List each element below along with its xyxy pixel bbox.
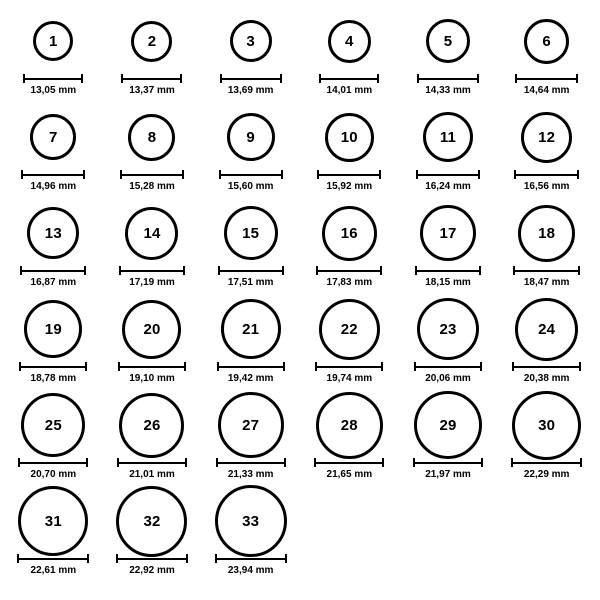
ring-size-label: 9: [246, 128, 255, 146]
diameter-text: 20,06 mm: [425, 373, 471, 384]
diameter-text: 16,87 mm: [30, 277, 77, 288]
diameter-text: 18,47 mm: [523, 277, 570, 288]
diameter-text: 17,83 mm: [326, 277, 373, 288]
measure-bar: [414, 362, 482, 371]
ring-circle: [119, 393, 184, 458]
diameter-text: 16,56 mm: [523, 181, 570, 192]
measure-tick-left: [415, 266, 417, 275]
ring-circle: [515, 298, 578, 361]
measure-tick-right: [280, 74, 282, 83]
measure-bar: [18, 458, 88, 467]
ring-circle-wrap: [227, 106, 275, 168]
measure-line: [319, 78, 379, 80]
measure-bar: [315, 362, 383, 371]
measure-line: [415, 270, 481, 272]
measure-line: [21, 174, 85, 176]
measure-tick-left: [216, 458, 218, 467]
ring-size-cell[interactable]: [4, 394, 103, 490]
ring-size-label: 4: [345, 32, 354, 50]
measure-bar: [511, 458, 582, 467]
ring-circle: [414, 391, 482, 459]
measure-tick-left: [117, 458, 119, 467]
measure-tick-left: [218, 266, 220, 275]
measure-line: [218, 270, 284, 272]
measure-tick-left: [17, 554, 19, 563]
measure-tick-right: [480, 362, 482, 371]
measure-tick-right: [283, 362, 285, 371]
measure-tick-right: [282, 266, 284, 275]
measure-bar: [216, 458, 286, 467]
measure-line: [515, 78, 578, 80]
ring-size-label: 13: [44, 224, 62, 242]
measure-tick-left: [23, 74, 25, 83]
ring-size-cell[interactable]: [4, 202, 103, 298]
ring-circle: [215, 485, 287, 557]
ring-size-label: 22: [340, 320, 358, 338]
measure-tick-left: [21, 170, 23, 179]
diameter-text: 14,64 mm: [523, 85, 570, 96]
ring-circle-wrap: [218, 394, 284, 456]
measure-tick-left: [319, 74, 321, 83]
diameter-text: 17,51 mm: [227, 277, 274, 288]
ring-size-label: 26: [143, 416, 161, 434]
measure-bar: [21, 170, 85, 179]
ring-circle-wrap: [125, 202, 178, 264]
ring-circle: [316, 392, 383, 459]
measure-bar: [121, 74, 182, 83]
diameter-text: 14,01 mm: [326, 85, 373, 96]
measure-line: [511, 462, 582, 464]
ring-size-cell[interactable]: [201, 10, 300, 106]
ring-size-cell[interactable]: [103, 490, 202, 586]
measure-tick-left: [217, 362, 219, 371]
measure-tick-right: [478, 170, 480, 179]
measure-tick-right: [180, 74, 182, 83]
ring-circle-wrap: [512, 394, 581, 456]
diameter-text: 21,01 mm: [129, 469, 175, 480]
measure-tick-right: [86, 458, 88, 467]
measure-bar: [120, 170, 184, 179]
ring-circle-wrap: [30, 106, 76, 168]
ring-size-label: 3: [246, 32, 255, 50]
ring-size-cell[interactable]: [4, 106, 103, 202]
measure-tick-left: [413, 458, 415, 467]
diameter-text: 20,38 mm: [523, 373, 570, 384]
ring-size-cell[interactable]: [103, 298, 202, 394]
ring-size-label: 19: [44, 320, 62, 338]
ring-circle-wrap: [420, 202, 476, 264]
measure-tick-left: [215, 554, 217, 563]
measure-bar: [416, 170, 480, 179]
measure-tick-right: [285, 554, 287, 563]
diameter-text: 17,19 mm: [129, 277, 175, 288]
measure-tick-left: [417, 74, 419, 83]
measure-bar: [413, 458, 483, 467]
ring-circle: [131, 21, 172, 62]
ring-size-label: 20: [143, 320, 161, 338]
measure-tick-left: [512, 362, 514, 371]
measure-line: [20, 270, 86, 272]
measure-line: [121, 78, 182, 80]
ring-circle: [218, 392, 284, 458]
measure-line: [23, 78, 83, 80]
measure-tick-left: [416, 170, 418, 179]
measure-line: [116, 558, 188, 560]
measure-tick-left: [316, 266, 318, 275]
measure-line: [513, 270, 580, 272]
ring-size-cell[interactable]: [497, 106, 596, 202]
measure-tick-right: [477, 74, 479, 83]
measure-bar: [116, 554, 188, 563]
measure-tick-right: [481, 458, 483, 467]
ring-circle: [122, 300, 181, 359]
measure-bar: [215, 554, 287, 563]
measure-tick-left: [515, 74, 517, 83]
measure-tick-right: [84, 266, 86, 275]
measure-tick-left: [513, 266, 515, 275]
measure-bar: [118, 362, 186, 371]
diameter-text: 22,92 mm: [129, 565, 175, 576]
ring-circle: [319, 299, 380, 360]
diameter-text: 18,78 mm: [30, 373, 77, 384]
ring-size-cell[interactable]: [300, 202, 399, 298]
measure-bar: [20, 266, 86, 275]
measure-tick-right: [580, 458, 582, 467]
ring-circle: [423, 112, 473, 162]
ring-size-label: 23: [439, 320, 457, 338]
measure-bar: [319, 74, 379, 83]
ring-size-cell[interactable]: [103, 394, 202, 490]
ring-size-cell[interactable]: [300, 298, 399, 394]
measure-line: [416, 174, 480, 176]
measure-tick-right: [281, 170, 283, 179]
measure-tick-left: [116, 554, 118, 563]
diameter-text: 21,65 mm: [326, 469, 373, 480]
measure-tick-left: [19, 362, 21, 371]
ring-circle-wrap: [414, 394, 482, 456]
measure-line: [414, 366, 482, 368]
ring-circle: [227, 113, 275, 161]
ring-size-label: 31: [44, 512, 62, 530]
measure-tick-right: [382, 458, 384, 467]
measure-line: [18, 462, 88, 464]
measure-tick-right: [577, 170, 579, 179]
ring-circle: [27, 207, 79, 259]
ring-circle: [30, 114, 76, 160]
ring-circle-wrap: [18, 490, 88, 552]
measure-tick-right: [578, 266, 580, 275]
diameter-text: 19,74 mm: [326, 373, 373, 384]
measure-tick-left: [121, 74, 123, 83]
ring-size-cell[interactable]: [399, 202, 498, 298]
ring-circle-wrap: [322, 202, 377, 264]
measure-bar: [514, 170, 579, 179]
diameter-text: 19,42 mm: [227, 373, 274, 384]
ring-size-cell[interactable]: [399, 394, 498, 490]
ring-circle-wrap: [224, 202, 278, 264]
measure-bar: [117, 458, 187, 467]
measure-tick-left: [514, 170, 516, 179]
measure-tick-left: [219, 170, 221, 179]
ring-circle: [328, 20, 371, 63]
ring-size-cell[interactable]: [399, 298, 498, 394]
ring-size-cell[interactable]: [399, 10, 498, 106]
ring-size-label: 27: [242, 416, 260, 434]
ring-size-label: 7: [49, 128, 58, 146]
ring-size-cell[interactable]: [201, 202, 300, 298]
ring-circle-wrap: [27, 202, 79, 264]
measure-line: [315, 366, 383, 368]
diameter-text: 23,94 mm: [227, 565, 274, 576]
ring-circle-wrap: [325, 106, 374, 168]
ring-circle: [518, 205, 575, 262]
ring-circle-wrap: [215, 490, 287, 552]
measure-tick-left: [315, 362, 317, 371]
measure-bar: [19, 362, 87, 371]
measure-tick-right: [87, 554, 89, 563]
ring-circle-wrap: [131, 10, 172, 72]
ring-circle: [21, 393, 85, 457]
diameter-text: 14,96 mm: [30, 181, 77, 192]
measure-line: [217, 366, 285, 368]
measure-bar: [218, 266, 284, 275]
measure-tick-right: [379, 170, 381, 179]
ring-circle: [221, 299, 281, 359]
measure-tick-right: [479, 266, 481, 275]
ring-size-cell[interactable]: [4, 298, 103, 394]
measure-bar: [417, 74, 479, 83]
ring-size-grid: [4, 10, 596, 586]
diameter-text: 15,60 mm: [227, 181, 274, 192]
measure-tick-left: [317, 170, 319, 179]
measure-tick-right: [85, 362, 87, 371]
ring-circle: [224, 206, 278, 260]
ring-size-cell[interactable]: [399, 106, 498, 202]
measure-bar: [23, 74, 83, 83]
measure-tick-right: [182, 170, 184, 179]
measure-bar: [415, 266, 481, 275]
measure-line: [120, 174, 184, 176]
ring-circle-wrap: [122, 298, 181, 360]
ring-size-label: 11: [439, 128, 457, 146]
ring-circle-wrap: [319, 298, 380, 360]
ring-circle: [512, 391, 581, 460]
measure-tick-right: [186, 554, 188, 563]
ring-size-label: 1: [49, 32, 58, 50]
ring-size-label: 10: [340, 128, 358, 146]
diameter-text: 16,24 mm: [425, 181, 471, 192]
measure-line: [512, 366, 581, 368]
measure-line: [216, 462, 286, 464]
ring-size-label: 32: [143, 512, 161, 530]
ring-circle: [18, 486, 88, 556]
measure-tick-right: [576, 74, 578, 83]
diameter-text: 22,29 mm: [523, 469, 570, 480]
diameter-text: 21,97 mm: [425, 469, 471, 480]
ring-circle: [33, 21, 73, 61]
ring-size-label: 8: [147, 128, 157, 146]
diameter-text: 15,28 mm: [129, 181, 175, 192]
ring-circle-wrap: [24, 298, 82, 360]
ring-size-label: 15: [242, 224, 260, 242]
measure-tick-right: [380, 266, 382, 275]
ring-size-cell[interactable]: [497, 10, 596, 106]
measure-bar: [17, 554, 89, 563]
ring-circle-wrap: [423, 106, 473, 168]
ring-circle-wrap: [328, 10, 371, 72]
ring-circle-wrap: [417, 298, 479, 360]
measure-tick-left: [120, 170, 122, 179]
ring-circle-wrap: [230, 10, 272, 72]
ring-circle-wrap: [316, 394, 383, 456]
measure-line: [19, 366, 87, 368]
measure-tick-right: [579, 362, 581, 371]
measure-bar: [513, 266, 580, 275]
measure-tick-left: [220, 74, 222, 83]
ring-circle-wrap: [21, 394, 85, 456]
ring-circle: [116, 486, 187, 557]
ring-circle-wrap: [33, 10, 73, 72]
ring-size-cell[interactable]: [4, 490, 103, 586]
diameter-text: 18,15 mm: [425, 277, 471, 288]
ring-circle: [125, 207, 178, 260]
measure-line: [413, 462, 483, 464]
ring-size-label: 25: [44, 416, 62, 434]
diameter-text: 19,10 mm: [129, 373, 175, 384]
measure-bar: [119, 266, 185, 275]
diameter-text: 20,70 mm: [30, 469, 77, 480]
measure-line: [117, 462, 187, 464]
ring-circle-wrap: [119, 394, 184, 456]
ring-size-label: 2: [147, 32, 157, 50]
ring-size-label: 17: [439, 224, 457, 242]
diameter-text: 15,92 mm: [326, 181, 373, 192]
ring-size-label: 5: [443, 32, 453, 50]
ring-size-label: 12: [538, 128, 556, 146]
ring-circle: [426, 19, 470, 63]
measure-tick-right: [381, 362, 383, 371]
ring-size-label: 29: [439, 416, 457, 434]
measure-bar: [317, 170, 381, 179]
measure-line: [417, 78, 479, 80]
ring-circle-wrap: [221, 298, 281, 360]
measure-tick-left: [414, 362, 416, 371]
ring-circle: [322, 206, 377, 261]
ring-circle-wrap: [116, 490, 187, 552]
ring-size-cell[interactable]: [497, 394, 596, 490]
measure-tick-left: [511, 458, 513, 467]
ring-size-cell[interactable]: [103, 106, 202, 202]
ring-size-cell[interactable]: [497, 298, 596, 394]
measure-bar: [512, 362, 581, 371]
measure-tick-left: [118, 362, 120, 371]
ring-size-label: 14: [143, 224, 161, 242]
measure-tick-left: [119, 266, 121, 275]
ring-size-label: 24: [538, 320, 556, 338]
ring-circle: [325, 113, 374, 162]
diameter-text: 13,69 mm: [227, 85, 274, 96]
ring-size-cell[interactable]: [4, 10, 103, 106]
measure-tick-left: [314, 458, 316, 467]
ring-circle-wrap: [426, 10, 470, 72]
ring-circle: [128, 114, 175, 161]
ring-circle: [230, 20, 272, 62]
measure-line: [220, 78, 282, 80]
ring-circle: [521, 112, 572, 163]
measure-tick-right: [83, 170, 85, 179]
ring-size-cell[interactable]: [300, 10, 399, 106]
measure-line: [215, 558, 287, 560]
diameter-text: 13,37 mm: [129, 85, 175, 96]
ring-size-cell[interactable]: [300, 106, 399, 202]
measure-tick-right: [183, 266, 185, 275]
diameter-text: 22,61 mm: [30, 565, 77, 576]
measure-line: [219, 174, 283, 176]
ring-size-label: 21: [242, 320, 260, 338]
diameter-text: 14,33 mm: [425, 85, 471, 96]
measure-line: [118, 366, 186, 368]
measure-line: [17, 558, 89, 560]
ring-size-cell[interactable]: [497, 202, 596, 298]
ring-size-cell[interactable]: [103, 202, 202, 298]
measure-tick-left: [20, 266, 22, 275]
ring-circle-wrap: [518, 202, 575, 264]
ring-size-cell[interactable]: [300, 394, 399, 490]
measure-tick-right: [377, 74, 379, 83]
measure-bar: [316, 266, 382, 275]
ring-size-label: 33: [242, 512, 260, 530]
measure-bar: [219, 170, 283, 179]
ring-circle-wrap: [515, 298, 578, 360]
ring-circle: [420, 205, 476, 261]
ring-size-label: 6: [542, 32, 551, 50]
ring-size-cell[interactable]: [201, 490, 300, 586]
ring-size-label: 16: [340, 224, 358, 242]
ring-size-label: 30: [538, 416, 556, 434]
measure-bar: [220, 74, 282, 83]
ring-size-cell[interactable]: [201, 394, 300, 490]
ring-size-label: 28: [340, 416, 358, 434]
measure-tick-right: [81, 74, 83, 83]
ring-size-cell[interactable]: [201, 298, 300, 394]
diameter-text: 13,05 mm: [30, 85, 77, 96]
ring-size-cell[interactable]: [103, 10, 202, 106]
ring-circle-wrap: [128, 106, 175, 168]
measure-tick-right: [284, 458, 286, 467]
ring-circle-wrap: [521, 106, 572, 168]
measure-tick-right: [185, 458, 187, 467]
measure-bar: [314, 458, 384, 467]
measure-line: [316, 270, 382, 272]
ring-circle: [417, 298, 479, 360]
measure-line: [317, 174, 381, 176]
ring-size-cell[interactable]: [201, 106, 300, 202]
measure-bar: [515, 74, 578, 83]
measure-tick-left: [18, 458, 20, 467]
measure-line: [514, 174, 579, 176]
ring-circle-wrap: [524, 10, 569, 72]
ring-size-label: 18: [538, 224, 556, 242]
measure-line: [314, 462, 384, 464]
ring-circle: [24, 300, 82, 358]
measure-line: [119, 270, 185, 272]
ring-circle: [524, 19, 569, 64]
measure-tick-right: [184, 362, 186, 371]
diameter-text: 21,33 mm: [227, 469, 274, 480]
measure-bar: [217, 362, 285, 371]
